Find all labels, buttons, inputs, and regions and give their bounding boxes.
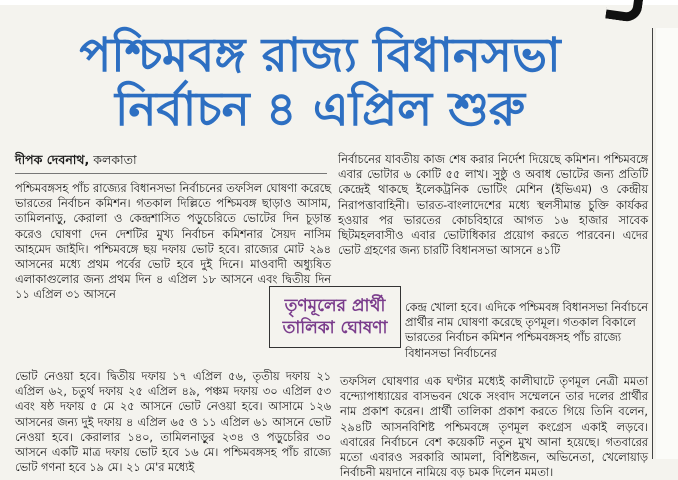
column-divider	[652, 28, 653, 459]
article-column-1-top: পশ্চিমবঙ্গসহ পাঁচ রাজ্যের বিধানসভা নির্বাচনের তফসিল ঘোষণা করেছে ভারতের নির্বাচন কমিশন। গতকাল দিল্লিতে পশ্চিমবঙ্গ ছাড়াও আসাম, তামিলনাড়ু, কেরালা ও কেন্দ্রশাসিত পড়ুচেরিতে ভোটের দিন চূড়ান্ত করেও ঘোষণা দেন দেশটির মুখ্য নির্বাচন কমিশনার সৈয়দ নাসিম আহমেদ জাইদি। পশ্চিমবঙ্গে ছয় দফায় ভোট হবে। রাজ্যের মোট ২৯৪ আসনের মধ্যে প্রথম পর্বের ভোট হবে দুই দিনে। মাওবাদী অধ্যুষিত এলাকাগুলোর জন্য প্রথম দিন ৪ এপ্রিল ১৮ আসনে এবং দ্বিতীয় দিন ১১ এপ্রিল ৩১ আসনে	[15, 182, 331, 302]
article-column-2-middle: কেন্দ্র খোলা হবে। এদিকে পশ্চিমবঙ্গ বিধানসভা নির্বাচনে প্রার্থীর নাম ঘোষণা করেছে তৃণমূল। গতকাল বিকালে ভারতের নির্বাচন কমিশন পশ্চিমবঙ্গসহ পাঁচ রাজ্যে বিধানসভা নির্বাচনের	[405, 301, 649, 360]
page-top-strip	[0, 0, 678, 5]
pull-quote-box	[269, 286, 401, 348]
byline-divider	[15, 173, 327, 174]
headline-line-1: পশ্চিমবঙ্গ রাজ্য বিধানসভা	[79, 28, 561, 83]
article-column-2-bottom: তফসিল ঘোষণার এক ঘণ্টার মধ্যেই কালীঘাটে তৃণমূল নেত্রী মমতা বন্দ্যোপাধ্যায়ের বাসভবন থেকে সংবাদ সম্মেলনে তার দলের প্রার্থীর নাম প্রকাশ করেন। প্রার্থী তালিকা প্রকাশ করতে গিয়ে তিনি বলেন, ২৯৪টি আসনবিশিষ্ট পশ্চিমবঙ্গে তৃণমূল কংগ্রেস একাই লড়বে। এবারের নির্বাচনে বেশ কয়েকটি নতুন মুখ আনা হয়েছে। গতবারের মতো এবারও সরকারি আমলা, বিশিষ্টজন, অভিনেতা, খেলোয়াড় নির্বাচনী ময়দানে নামিয়ে বড় চমক দিলেন মমতা।	[340, 375, 648, 480]
headline-line-2: নির্বাচন ৪ এপ্রিল শুরু	[114, 82, 526, 137]
pull-quote-line-2: তালিকা ঘোষণা	[282, 318, 388, 338]
article-column-1-bottom: ভোট নেওয়া হবে। দ্বিতীয় দফায় ১৭ এপ্রিল ৫৬, তৃতীয় দফায় ২১ এপ্রিল ৬২, চতুর্থ দফায় ২৫ এপ্রিল ৪৯, পঞ্চম দফায় ৩০ এপ্রিল ৫৩ এবং ষষ্ঠ দফায় ৫ মে ২৫ আসনে ভোট নেওয়া হবে। আসামে ১২৬ আসনের জন্য দুই দফায় ৪ এপ্রিল ৬৫ ও ১১ এপ্রিল ৬১ আসনে ভোট নেওয়া হবে। কেরালার ১৪০, তামিলনাড়ুর ২৩৪ ও পড়ুচেরির ৩০ আসনে একটি মাত্র দফায় ভোট হবে ১৬ মে। পশ্চিমবঙ্গসহ পাঁচ রাজ্যে ভোট গণনা হবে ১৯ মে। ২১ মে'র মধ্যেই	[15, 370, 331, 475]
pull-quote-line-1: তৃণমূলের প্রার্থী	[284, 296, 386, 316]
adjacent-column-edge	[656, 28, 678, 459]
article-column-2-top: নির্বাচনের যাবতীয় কাজ শেষ করার নির্দেশ দিয়েছে কমিশন। পশ্চিমবঙ্গে এবার ভোটার ৬ কোটি ৫৫ লাখ। সুষ্ঠু ও অবাধ ভোটের জন্য প্রতিটি কেন্দ্রেই থাকছে ইলেকট্রনিক ভোটিং মেশিন (ইভিএম) ও কেন্দ্রীয় নিরাপত্তাবাহিনী। ভারত-বাংলাদেশের মধ্যে স্থলসীমান্ত চুক্তি কার্যকর হওয়ার পর ভারতের কোচবিহারে আগত ১৬ হাজার সাবেক ছিটমহলবাসীও এবার ভোটাধিকার প্রয়োগ করতে পারবেন। এদের ভোট গ্রহণের জন্য চারটি বিধানসভা আসনে ৪১টি	[338, 153, 648, 258]
byline-author: দীপক দেবনাথ,	[15, 152, 90, 167]
byline	[15, 152, 137, 168]
masthead-fragment	[605, 0, 644, 23]
byline-place: কলকাতা	[89, 152, 137, 167]
